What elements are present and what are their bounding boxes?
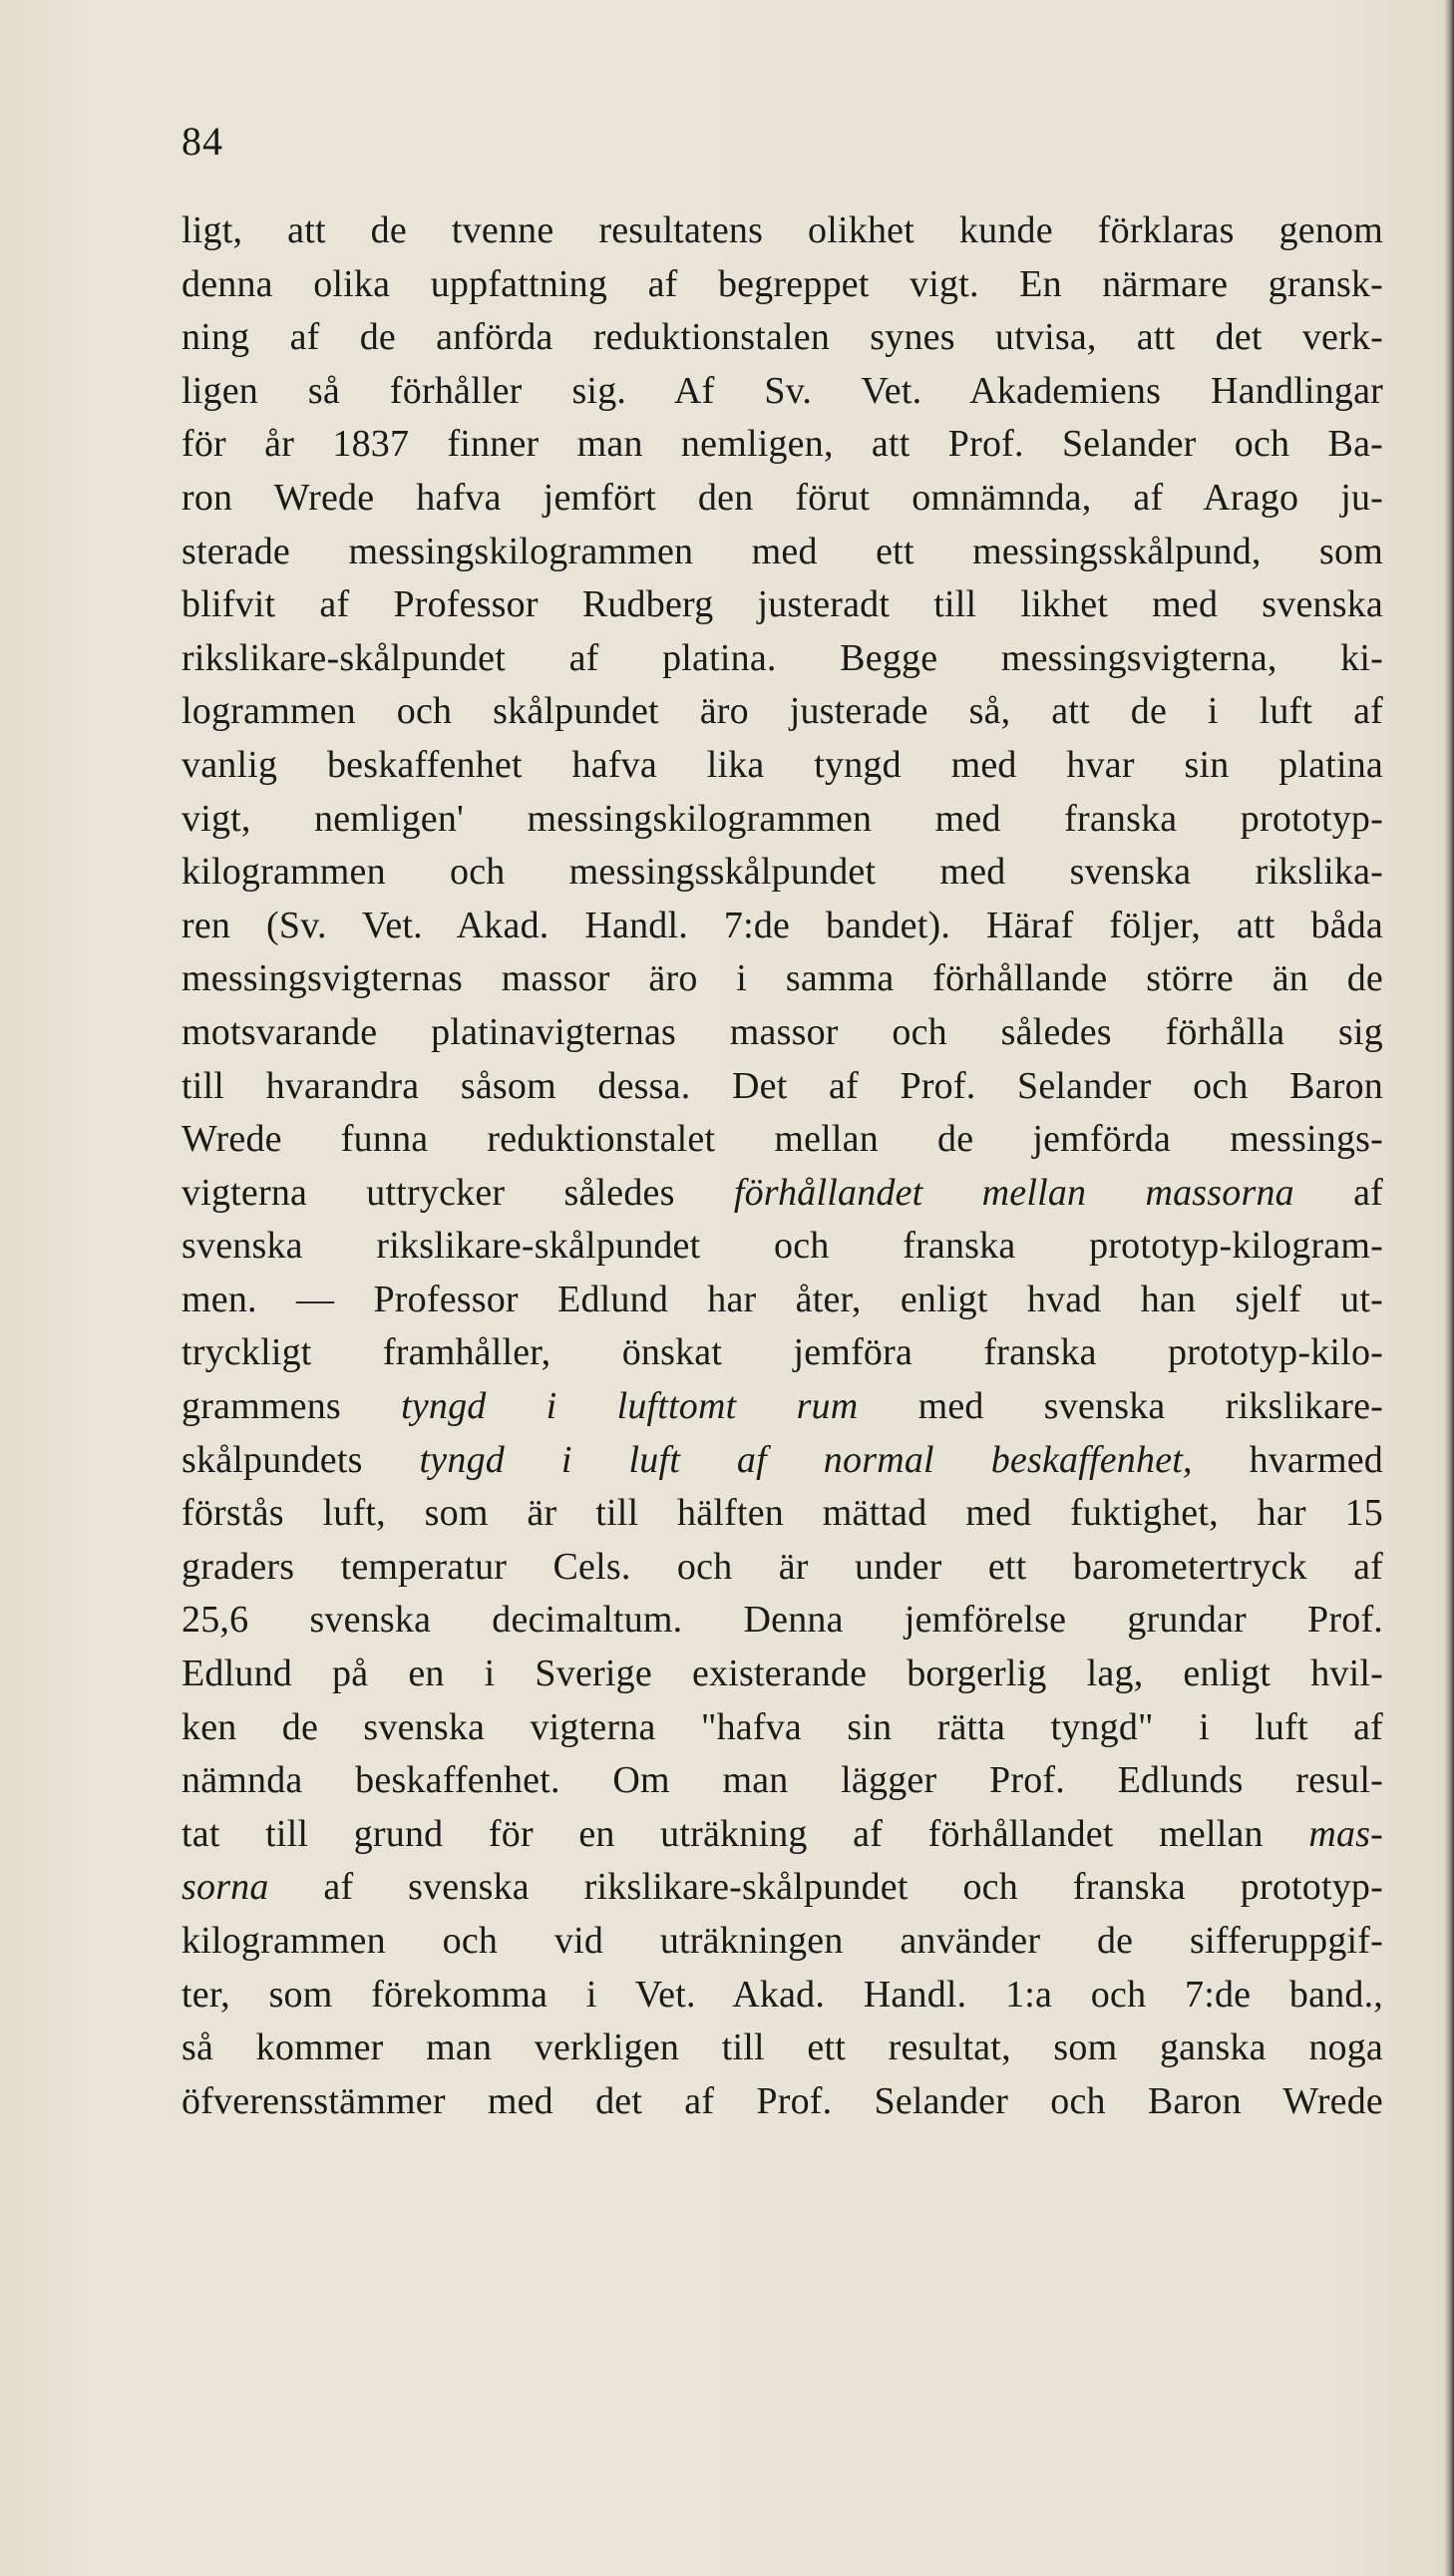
- text-line: [182, 365, 1383, 419]
- text-segment: skålpundets: [182, 1438, 420, 1481]
- italic-text-segment: mas-: [1308, 1812, 1383, 1855]
- italic-text-segment: sorna: [182, 1866, 269, 1909]
- text-line: [182, 1326, 1383, 1380]
- text-segment: svenska rikslikare-skålpundet och franska prototyp-kilogram-: [182, 1225, 1383, 1268]
- text-line: [182, 1060, 1383, 1114]
- text-line: [182, 311, 1383, 365]
- text-line: [182, 526, 1383, 579]
- text-segment: sterade messingskilogrammen med ett messingsskålpund, som: [182, 530, 1383, 572]
- text-segment: men. — Professor Edlund har åter, enligt hvad han sjelf ut-: [182, 1278, 1383, 1320]
- text-segment: till hvarandra såsom dessa. Det af Prof. Selander och Baron: [182, 1064, 1383, 1107]
- text-line: [182, 632, 1383, 686]
- text-segment: så kommer man verkligen till ett resultat, som ganska noga: [182, 2026, 1383, 2069]
- text-segment: tat till grund för en uträkning af förhållandet mellan: [182, 1812, 1309, 1855]
- text-segment: hvarmed: [1192, 1438, 1383, 1481]
- italic-text-segment: tyngd i luft af normal beskaffenhet,: [419, 1438, 1193, 1481]
- text-segment: vanlig beskaffenhet hafva lika tyngd med hvar sin platina: [182, 743, 1383, 786]
- text-line: [182, 204, 1383, 258]
- text-segment: rikslikare-skålpundet af platina. Begge messingsvigterna, ki-: [182, 636, 1383, 679]
- text-line: [182, 1648, 1383, 1701]
- text-line: [182, 1594, 1383, 1648]
- text-segment: förstås luft, som är till hälften mättad med fuktighet, har 15: [182, 1492, 1383, 1535]
- text-segment: af: [1293, 1171, 1384, 1214]
- page-edge-shadow: [1444, 0, 1454, 2576]
- text-segment: logrammen och skålpundet äro justerade så, att de i luft af: [182, 690, 1383, 733]
- italic-text-segment: förhållandet mellan massorna: [733, 1171, 1294, 1214]
- text-line: [182, 1861, 1383, 1915]
- text-line: [182, 1434, 1383, 1488]
- text-segment: graders temperatur Cels. och är under ett barometertryck af: [182, 1545, 1383, 1588]
- text-line: [182, 1701, 1383, 1755]
- text-segment: messingsvigternas massor äro i samma förhållande större än de: [182, 957, 1383, 1000]
- text-line: [182, 578, 1383, 632]
- text-segment: blifvit af Professor Rudberg justeradt till likhet med svenska: [182, 583, 1383, 626]
- text-line: [182, 1487, 1383, 1541]
- text-segment: tryckligt framhåller, önskat jemföra franska prototyp-kilo-: [182, 1331, 1383, 1374]
- text-line: [182, 1969, 1383, 2023]
- text-segment: denna olika uppfattning af begreppet vigt. En närmare gransk-: [182, 262, 1383, 305]
- body-text: [182, 204, 1383, 2128]
- text-segment: vigterna uttrycker således: [182, 1171, 734, 1214]
- text-line: [182, 952, 1383, 1006]
- text-segment: ron Wrede hafva jemfört den förut omnämnda, af Arago ju-: [182, 476, 1383, 519]
- text-line: [182, 1754, 1383, 1808]
- text-line: [182, 739, 1383, 793]
- text-segment: ren (Sv. Vet. Akad. Handl. 7:de bandet). Häraf följer, att båda: [182, 904, 1383, 946]
- text-line: [182, 846, 1383, 900]
- text-segment: kilogrammen och messingsskålpundet med svenska rikslika-: [182, 851, 1383, 894]
- italic-text-segment: tyngd i lufttomt rum: [401, 1385, 859, 1428]
- text-segment: ter, som förekomma i Vet. Akad. Handl. 1:a och 7:de band.,: [182, 1973, 1383, 2016]
- text-line: [182, 793, 1383, 847]
- text-line: [182, 2022, 1383, 2075]
- text-line: [182, 1167, 1383, 1221]
- text-line: [182, 418, 1383, 472]
- text-segment: öfverensstämmer med det af Prof. Selander och Baron Wrede: [182, 2079, 1383, 2122]
- text-segment: kilogrammen och vid uträkningen använder de sifferuppgif-: [182, 1920, 1383, 1962]
- text-segment: Wrede funna reduktionstalet mellan de jemförda messings-: [182, 1118, 1383, 1161]
- text-line: [182, 1113, 1383, 1167]
- text-segment: ken de svenska vigterna "hafva sin rätta tyngd" i luft af: [182, 1705, 1383, 1748]
- text-line: [182, 472, 1383, 526]
- text-segment: af svenska rikslikare-skålpundet och franska prototyp-: [268, 1866, 1383, 1909]
- text-line: [182, 685, 1383, 739]
- text-segment: nämnda beskaffenhet. Om man lägger Prof. Edlunds resul-: [182, 1759, 1383, 1802]
- text-line: [182, 1808, 1383, 1862]
- text-line: [182, 1006, 1383, 1060]
- text-segment: grammens: [182, 1385, 402, 1428]
- text-line: [182, 1220, 1383, 1274]
- text-line: [182, 1541, 1383, 1595]
- text-line: [182, 1274, 1383, 1327]
- text-segment: ligen så förhåller sig. Af Sv. Vet. Akademiens Handlingar: [182, 369, 1383, 412]
- text-line: [182, 1380, 1383, 1434]
- text-line: [182, 900, 1383, 953]
- text-segment: ligt, att de tvenne resultatens olikhet kunde förklaras genom: [182, 209, 1383, 251]
- text-line: [182, 2075, 1383, 2129]
- text-segment: ning af de anförda reduktionstalen synes utvisa, att det verk-: [182, 316, 1383, 359]
- text-segment: motsvarande platinavigternas massor och således förhålla sig: [182, 1010, 1383, 1053]
- text-segment: med svenska rikslikare-: [858, 1385, 1383, 1428]
- text-line: [182, 258, 1383, 312]
- text-segment: vigt, nemligen' messingskilogrammen med franska prototyp-: [182, 797, 1383, 840]
- text-segment: Edlund på en i Sverige existerande borgerlig lag, enligt hvil-: [182, 1653, 1383, 1695]
- text-segment: för år 1837 finner man nemligen, att Prof. Selander och Ba-: [182, 423, 1383, 466]
- text-line: [182, 1915, 1383, 1969]
- text-segment: 25,6 svenska decimaltum. Denna jemförelse grundar Prof.: [182, 1599, 1383, 1642]
- page-number: 84: [182, 119, 223, 164]
